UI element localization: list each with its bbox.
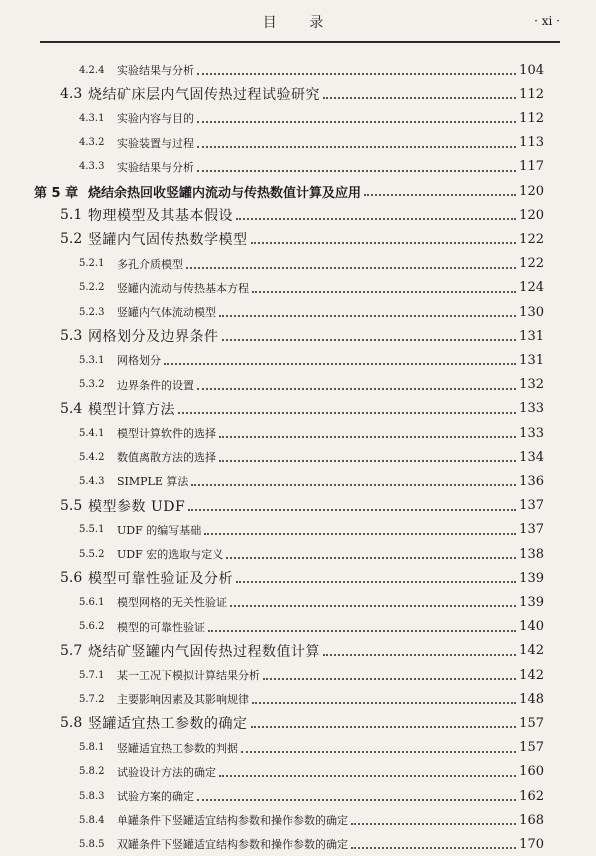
toc-entry-page: 137	[519, 522, 544, 538]
toc-entry[interactable]	[0, 615, 596, 639]
dot-leader	[251, 726, 517, 728]
toc-entry-number: 5.5.2	[79, 548, 105, 560]
dot-leader	[351, 847, 516, 849]
toc-entry-page: 133	[519, 425, 544, 441]
toc-entry-page: 124	[519, 280, 544, 296]
dot-leader	[178, 412, 516, 414]
header-page-number: · xi ·	[534, 14, 560, 28]
toc-entry-number: 5.4.1	[79, 427, 105, 439]
dot-leader	[226, 557, 516, 559]
toc-entry-page: 148	[519, 691, 544, 707]
toc-entry[interactable]	[0, 348, 596, 372]
toc-entry[interactable]	[0, 566, 596, 590]
toc-entry[interactable]	[0, 494, 596, 518]
toc-entry-title: 实验内容与目的	[117, 112, 194, 126]
toc-entry-title: 烧结矿竖罐内气固传热过程数值计算	[88, 643, 320, 660]
toc-entry[interactable]	[0, 711, 596, 735]
toc-entry-page: 112	[519, 110, 544, 126]
toc-entry-title: 边界条件的设置	[117, 378, 194, 392]
dot-leader	[191, 484, 516, 486]
dot-leader	[197, 388, 516, 390]
toc-entry-number: 5.8	[60, 715, 83, 732]
toc-entry-number: 4.3.3	[79, 161, 105, 173]
dot-leader	[186, 267, 516, 269]
toc-entry-number: 5.6.2	[79, 621, 105, 633]
dot-leader	[197, 121, 516, 123]
toc-entry-title: 网格划分	[117, 354, 161, 368]
toc-entry[interactable]	[0, 203, 596, 227]
toc-entry-title: 模型计算软件的选择	[117, 427, 216, 440]
toc-entry-number: 5.3	[60, 328, 83, 345]
toc-entry-page: 112	[519, 86, 544, 102]
toc-entry-number: 5.2.1	[79, 258, 105, 270]
dot-leader	[204, 533, 516, 535]
dot-leader	[236, 581, 516, 583]
dot-leader	[197, 146, 516, 148]
page-header	[40, 10, 560, 40]
toc-entry-page: 113	[519, 135, 544, 151]
toc-entry-page: 142	[519, 667, 544, 683]
dot-leader	[323, 97, 516, 99]
header-title: 目 录	[262, 15, 338, 31]
toc-entry[interactable]	[0, 542, 596, 566]
toc-entry[interactable]	[0, 784, 596, 808]
toc-entry-number: 第 5 章	[34, 185, 79, 201]
toc-entry[interactable]	[0, 445, 596, 469]
dot-leader	[197, 170, 516, 172]
toc-entry-title: 模型计算方法	[88, 401, 175, 418]
toc-entry[interactable]	[0, 276, 596, 300]
toc-entry-number: 5.6.1	[79, 596, 105, 608]
toc-entry-page: 136	[519, 473, 544, 489]
dot-leader	[364, 194, 516, 196]
dot-leader	[252, 702, 516, 704]
toc-entry-page: 120	[519, 183, 544, 199]
toc-entry-page: 130	[519, 304, 544, 320]
dot-leader	[241, 751, 516, 753]
toc-entry[interactable]	[0, 179, 596, 203]
toc-entry-page: 104	[519, 62, 544, 78]
toc-entry-title: 烧结矿床层内气固传热过程试验研究	[88, 87, 320, 104]
toc-entry-title: 网格划分及边界条件	[88, 329, 219, 346]
toc-entry-page: 168	[519, 812, 544, 828]
toc-entry[interactable]	[0, 373, 596, 397]
toc-entry-page: 137	[519, 498, 544, 514]
dot-leader	[263, 678, 516, 680]
toc-entry-page: 131	[519, 328, 544, 344]
dot-leader	[197, 799, 516, 801]
toc-entry-page: 140	[519, 619, 544, 635]
toc-entry-number: 5.8.2	[79, 766, 105, 778]
toc-entry-number: 4.3.2	[79, 137, 105, 149]
toc-entry[interactable]	[0, 760, 596, 784]
toc-entry-title: 竖罐适宜热工参数的判据	[117, 741, 238, 755]
toc-entry-page: 139	[519, 594, 544, 610]
toc-entry-page: 133	[519, 401, 544, 417]
toc-entry-number: 5.8.5	[79, 838, 105, 850]
toc-entry[interactable]	[0, 832, 596, 856]
dot-leader	[251, 242, 517, 244]
dot-leader	[236, 218, 516, 220]
toc-entry-number: 5.2.2	[79, 282, 105, 294]
dot-leader	[164, 363, 516, 365]
toc-entry[interactable]	[0, 106, 596, 130]
toc-entry-title: UDF 宏的选取与定义	[117, 548, 224, 561]
toc-entry[interactable]	[0, 131, 596, 155]
toc-entry-number: 5.5.1	[79, 524, 105, 536]
toc-entry-title: 模型网格的无关性验证	[117, 596, 227, 610]
toc-entry-page: 170	[519, 836, 544, 852]
toc-entry-number: 5.2	[60, 231, 83, 248]
toc-entry[interactable]	[0, 469, 596, 493]
toc-entry-page: 132	[519, 377, 544, 393]
toc-entry-title: 模型可靠性验证及分析	[88, 571, 233, 588]
dot-leader	[219, 460, 516, 462]
toc-entry-page: 157	[519, 715, 544, 731]
toc-entry-number: 5.1	[60, 207, 83, 224]
toc-entry-title: 实验装置与过程	[117, 136, 194, 150]
toc-entry[interactable]	[0, 687, 596, 711]
toc-entry-number: 4.3.1	[79, 112, 105, 124]
toc-entry-number: 5.8.3	[79, 790, 105, 802]
toc-entry-number: 4.2.4	[79, 64, 105, 76]
toc-entry-page: 117	[519, 159, 544, 175]
dot-leader	[197, 73, 516, 75]
toc-entry-number: 5.3.1	[79, 354, 105, 366]
toc-entry-number: 5.7.1	[79, 669, 105, 681]
toc-entry-page: 134	[519, 449, 544, 465]
toc-entry-title: 单罐条件下竖罐适宜结构参数和操作参数的确定	[117, 814, 348, 828]
toc-entry-title: SIMPLE 算法	[117, 475, 189, 489]
toc-entry[interactable]	[0, 155, 596, 179]
dot-leader	[323, 654, 516, 656]
toc-entry[interactable]	[0, 300, 596, 324]
toc-entry-number: 5.2.3	[79, 306, 105, 318]
dot-leader	[219, 775, 516, 777]
toc-entry-page: 162	[519, 788, 544, 804]
toc-entry-page: 122	[519, 231, 544, 247]
toc-entry-page: 138	[519, 546, 544, 562]
toc-entry-title: 实验结果与分析	[117, 160, 194, 174]
toc-entry-page: 120	[519, 207, 544, 223]
toc-entry-page: 122	[519, 256, 544, 272]
toc-entry-page: 157	[519, 740, 544, 756]
dot-leader	[351, 823, 516, 825]
dot-leader	[222, 339, 517, 341]
toc-entry[interactable]	[0, 397, 596, 421]
dot-leader	[252, 291, 516, 293]
dot-leader	[230, 605, 516, 607]
toc-entry[interactable]	[0, 227, 596, 251]
toc-entry[interactable]	[0, 736, 596, 760]
dot-leader	[219, 315, 516, 317]
toc-entry-title: 竖罐内气体流动模型	[117, 306, 216, 319]
toc-entry-title: 试验设计方法的确定	[117, 765, 216, 779]
toc-entry[interactable]	[0, 663, 596, 687]
toc-entry-number: 4.3	[60, 86, 83, 103]
toc-entry[interactable]	[0, 421, 596, 445]
toc-entry-page: 131	[519, 352, 544, 368]
toc-entry-number: 5.8.4	[79, 814, 105, 826]
toc-entry-title: 模型参数 UDF	[88, 498, 186, 515]
header-divider	[40, 41, 560, 43]
toc-entry-title: 某一工况下模拟计算结果分析	[117, 669, 260, 682]
toc-entry-title: 竖罐适宜热工参数的确定	[88, 716, 248, 733]
toc-entry-number: 5.8.1	[79, 742, 105, 754]
toc-entry-title: 实验结果与分析	[117, 64, 194, 77]
toc-entry-number: 5.7.2	[79, 693, 105, 705]
toc-entry-number: 5.6	[60, 570, 83, 587]
toc-entry[interactable]	[0, 518, 596, 542]
toc-entry-title: 数值离散方法的选择	[117, 451, 216, 465]
toc-entry-number: 5.3.2	[79, 379, 105, 391]
toc-entry-title: 烧结余热回收竖罐内流动与传热数值计算及应用	[88, 185, 362, 201]
toc-entry-page: 160	[519, 764, 544, 780]
dot-leader	[208, 630, 516, 632]
toc-entry-number: 5.5	[60, 497, 83, 514]
toc-entry-number: 5.4	[60, 400, 83, 417]
toc-entry[interactable]	[0, 58, 596, 82]
toc-entry-title: UDF 的编写基础	[117, 523, 202, 537]
toc-entry-page: 139	[519, 570, 544, 586]
toc-entry-number: 5.7	[60, 642, 83, 659]
toc-entry[interactable]	[0, 639, 596, 663]
toc-entry-number: 5.4.3	[79, 475, 105, 487]
toc-entry[interactable]	[0, 252, 596, 276]
toc-entry-title: 多孔介质模型	[117, 257, 183, 271]
toc-entry[interactable]	[0, 324, 596, 348]
toc-entry-title: 物理模型及其基本假设	[88, 208, 233, 225]
toc-entry[interactable]	[0, 808, 596, 832]
toc-entry[interactable]	[0, 590, 596, 614]
toc-entry-title: 竖罐内流动与传热基本方程	[117, 281, 249, 295]
toc-entry-title: 模型的可靠性验证	[117, 620, 205, 634]
toc-entry-title: 双罐条件下竖罐适宜结构参数和操作参数的确定	[117, 838, 348, 852]
dot-leader	[188, 509, 516, 511]
dot-leader	[219, 436, 516, 438]
toc-entry[interactable]	[0, 82, 596, 106]
toc-entry-title: 主要影响因素及其影响规律	[117, 693, 249, 707]
toc-entry-page: 142	[519, 643, 544, 659]
toc-entry-number: 5.4.2	[79, 451, 105, 463]
toc-entry-title: 试验方案的确定	[117, 790, 194, 803]
toc-entry-title: 竖罐内气固传热数学模型	[88, 232, 248, 249]
